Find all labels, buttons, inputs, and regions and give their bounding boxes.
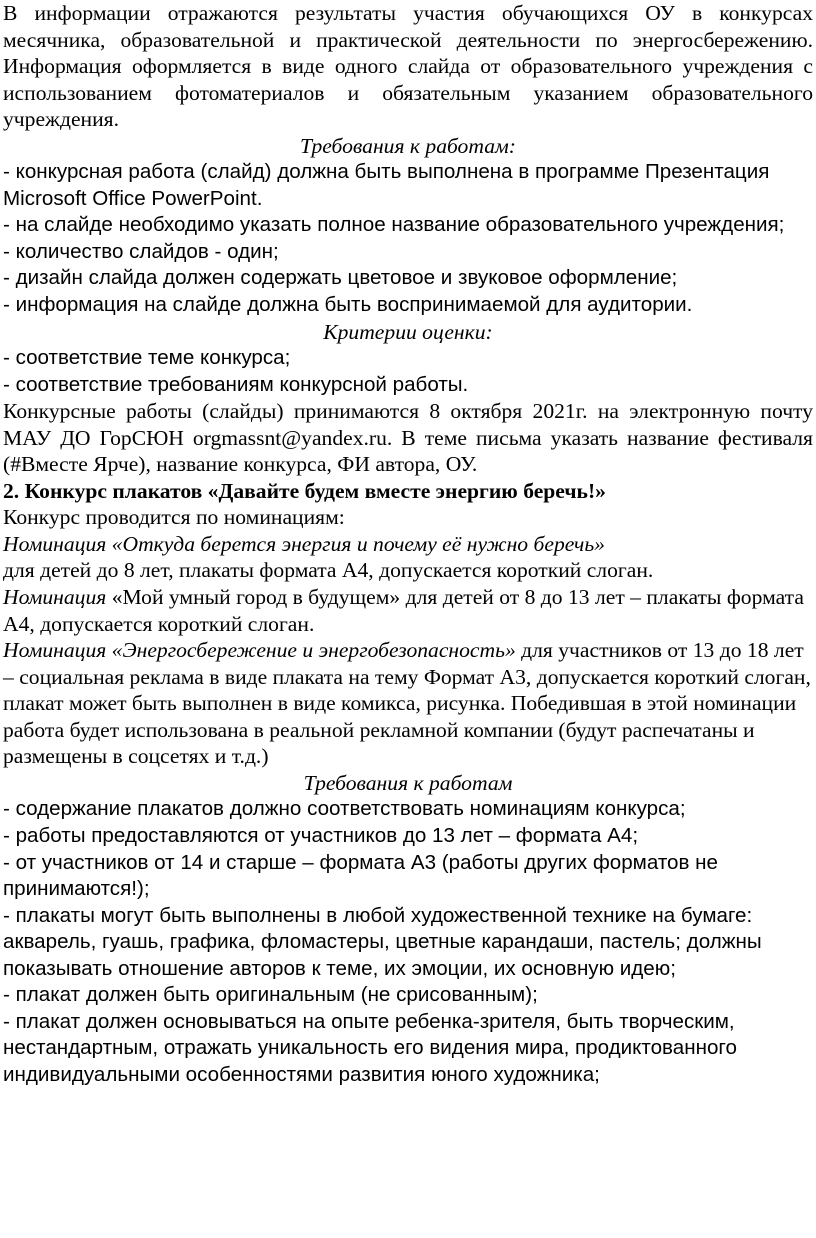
list-item: - соответствие требованиям конкурсной работы. xyxy=(3,372,469,396)
list-item: - соответствие теме конкурса; xyxy=(3,346,291,370)
list-item: - количество слайдов - один; xyxy=(3,239,279,263)
list-item: - на слайде необходимо указать полное название образовательного учреждения; xyxy=(3,213,785,237)
nomination-3 xyxy=(3,637,813,770)
list-item: - от участников от 14 и старше – формата А3 (работы других форматов не принимаются!); xyxy=(3,850,718,901)
list-item: - плакат должен основываться на опыте ребенка-зрителя, быть творческим, нестандартным, отражать уникальность его видения мира, продиктованного индивидуальными особенностями развития юного художника; xyxy=(3,1009,737,1086)
intro-paragraph: В информации отражаются результаты участия обучающихся ОУ в конкурсах месячника, образовательной и практической деятельности по энергосбережению. Информация оформляется в виде одного слайда от образовательного учреждения с использованием фотоматериалов и обязательным указанием образовательного учреждения. xyxy=(3,1,813,132)
list-item: - плакаты могут быть выполнены в любой художественной технике на бумаге: акварель, гуашь, графика, фломастеры, цветные карандаши, пастель; должны показывать отношение авторов к теме, их эмоции, их основную идею; xyxy=(3,903,762,980)
nominations-intro: Конкурс проводится по номинациям: xyxy=(3,505,345,530)
nomination-1 xyxy=(3,531,813,584)
list-item: - плакат должен быть оригинальным (не срисованным); xyxy=(3,983,538,1007)
nomination-2 xyxy=(3,584,813,637)
nomination-1-text: для детей до 8 лет, плакаты формата А4, допускается короткий слоган. xyxy=(3,558,654,583)
contest-2-title: 2. Конкурс плакатов «Давайте будем вместе энергию беречь!» xyxy=(3,478,606,503)
list-item: - дизайн слайда должен содержать цветовое и звуковое оформление; xyxy=(3,266,678,290)
nomination-2-label: Номинация xyxy=(3,585,107,610)
list-item: - работы предоставляются от участников до 13 лет – формата А4; xyxy=(3,823,639,847)
submission-paragraph: Конкурсные работы (слайды) принимаются 8 октября 2021г. на электронную почту МАУ ДО ГорСЮН orgmassnt@yandex.ru. В теме письма указать название фестиваля (#Вместе Ярче), название конкурса, ФИ автора, ОУ. xyxy=(3,399,813,477)
nomination-3-text: для участников от 13 до 18 лет – социальная реклама в виде плаката на тему Формат А3, допускается короткий слоган, плакат может быть выполнен в виде комикса, рисунка. Победившая в этой номинации работа будет использована в реальной рекламной компании (будут распечатаны и размещены в соцсетях и т.д.) xyxy=(3,638,811,769)
nomination-3-title: Номинация «Энергосбережение и энергобезопасность» xyxy=(3,638,516,663)
requirements-heading-2: Требования к работам xyxy=(303,770,513,795)
requirements-heading: Требования к работам: xyxy=(299,133,516,158)
criteria-heading: Критерии оценки: xyxy=(323,319,493,344)
list-item: - конкурсная работа (слайд) должна быть выполнена в программе Презентация Microsoft Office PowerPoint. xyxy=(3,160,770,210)
nomination-1-title: Номинация «Откуда берется энергия и почему её нужно беречь» xyxy=(3,531,605,556)
nomination-2-text: «Мой умный город в будущем» для детей от 8 до 13 лет – плакаты формата А4, допускается короткий слоган. xyxy=(3,585,804,636)
list-item: - информация на слайде должна быть воспринимаемой для аудитории. xyxy=(3,293,693,317)
list-item: - содержание плакатов должно соответствовать номинациям конкурса; xyxy=(3,797,686,821)
